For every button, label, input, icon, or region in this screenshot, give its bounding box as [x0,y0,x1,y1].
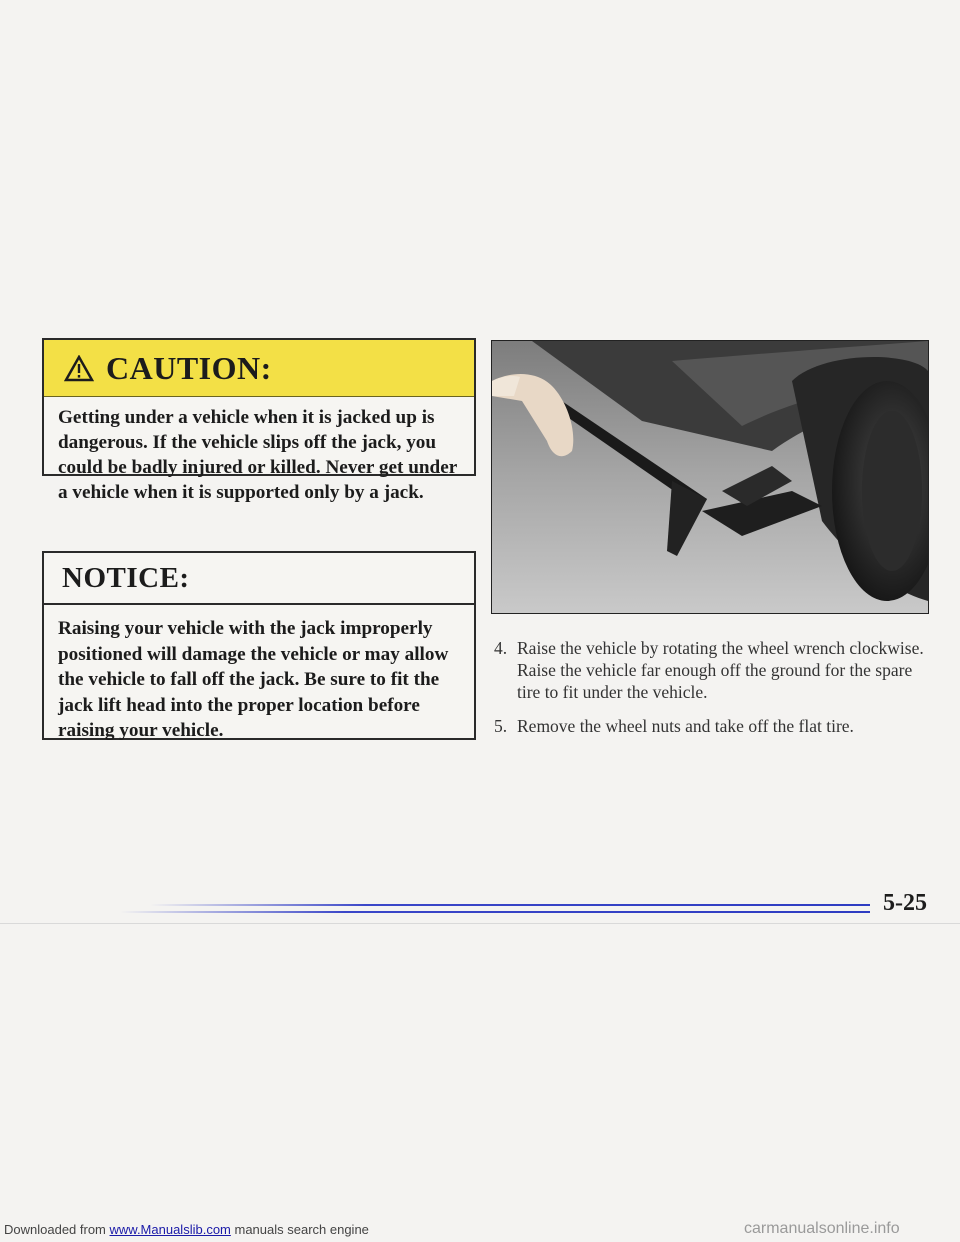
step-text: Remove the wheel nuts and take off the flat tire. [517,716,854,736]
step-5 [494,715,934,737]
jack-photo [491,340,929,614]
notice-heading: NOTICE: [44,553,474,605]
warning-triangle-icon [64,355,94,382]
watermark: carmanualsonline.info [744,1220,900,1237]
footer-prefix: Downloaded from [4,1222,110,1237]
caution-header [44,340,474,397]
page-rule [150,904,870,906]
step-text: Raise the vehicle by rotating the wheel wrench clockwise. Raise the vehicle far enough off the ground for the spare tire to fit under the vehicle. [517,638,924,702]
notice-box [42,551,476,740]
manualslib-link[interactable]: www.Manualslib.com [109,1222,231,1237]
step-list [494,637,934,749]
notice-text: Raising your vehicle with the jack improperly positioned will damage the vehicle or may allow the vehicle to fall off the jack. Be sure to fit the jack lift head into the proper location before raising your vehicle. [58,618,449,741]
step-number: 5. [494,716,508,736]
caution-text: Getting under a vehicle when it is jacked up is dangerous. If the vehicle slips off the jack, you could be badly injured or killed. Never get under a vehicle when it is supported only by a jack. [58,407,457,503]
caution-box [42,338,476,503]
caution-heading: CAUTION: [106,349,272,386]
page-rule [120,911,870,913]
footer-suffix: manuals search engine [230,1222,369,1237]
step-number: 4. [494,638,508,658]
download-footer [4,1222,369,1237]
page-number: 5-25 [883,890,927,916]
step-4 [494,637,934,703]
divider [0,923,960,924]
